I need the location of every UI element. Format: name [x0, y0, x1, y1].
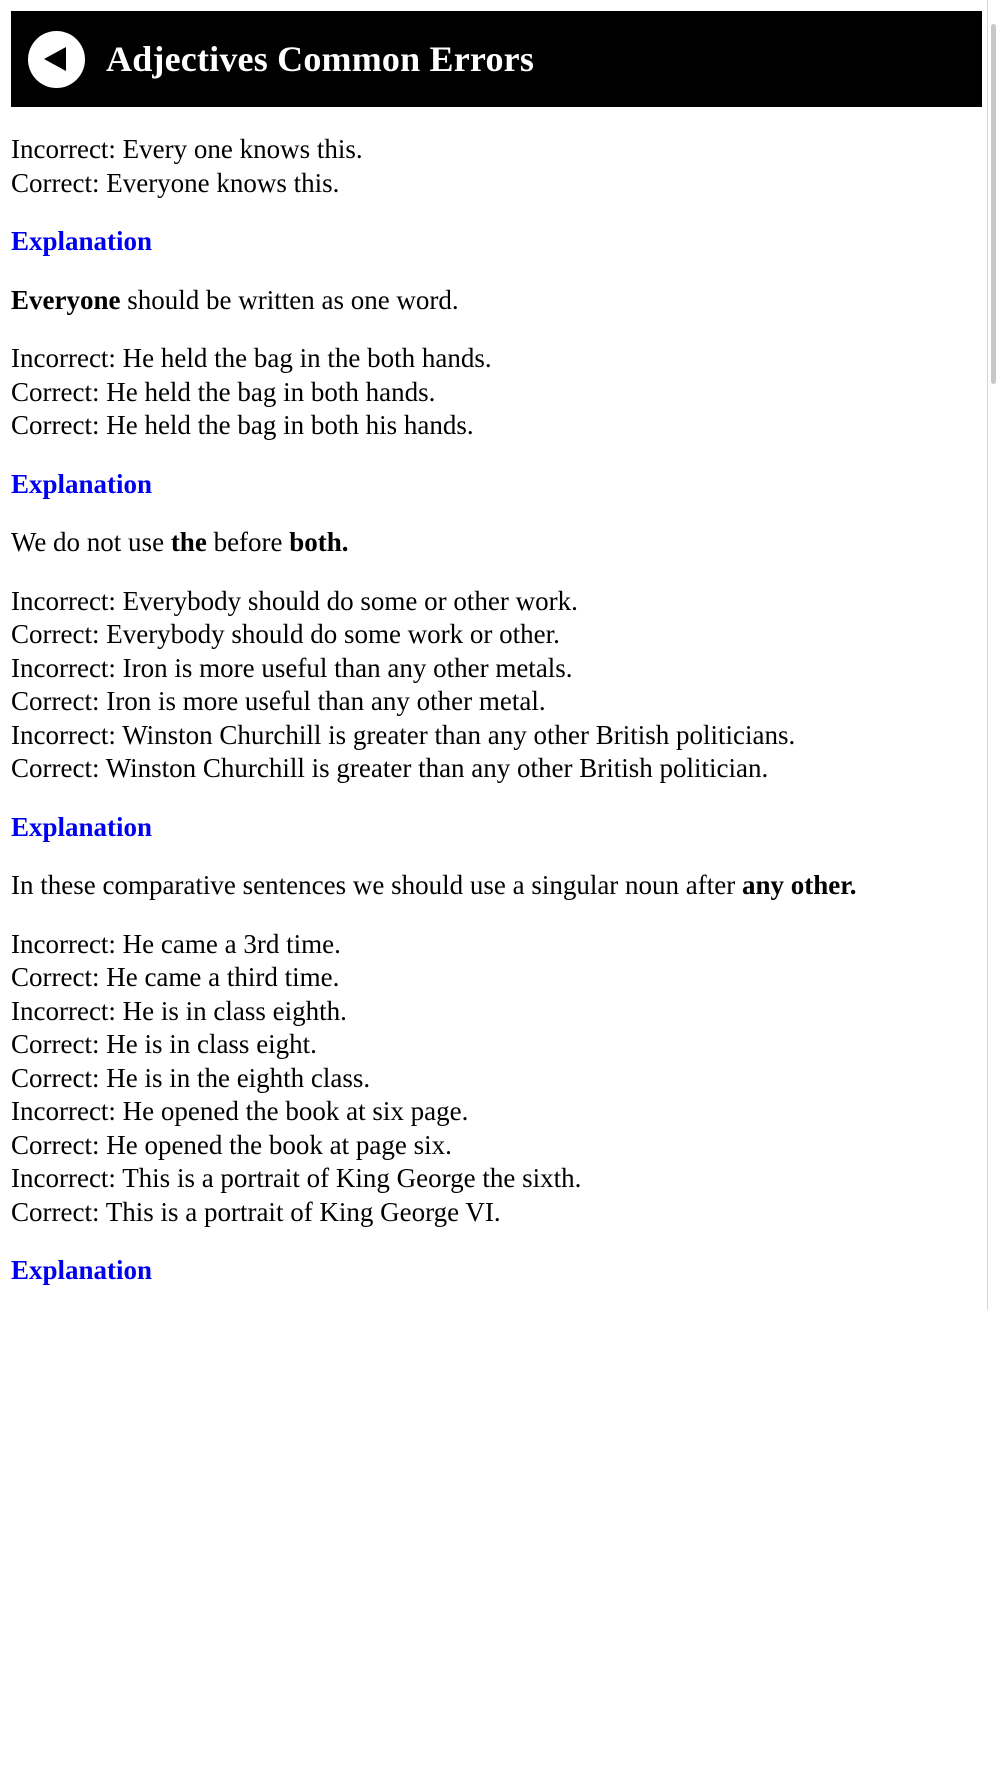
scrollbar[interactable]	[987, 0, 1000, 1310]
example-line: Incorrect: He is in class eighth.	[11, 995, 347, 1026]
example-line: Correct: This is a portrait of King George VI.	[11, 1196, 501, 1227]
explanation-heading: Explanation	[11, 811, 153, 842]
explanation-heading: Explanation	[11, 1255, 153, 1285]
example-line: Correct: He held the bag in both his hands.	[11, 410, 474, 440]
example-line: Incorrect: This is a portrait of King George the sixth.	[11, 1163, 582, 1193]
example-line: Correct: Winston Churchill is greater than any other British politician.	[11, 753, 769, 783]
explanation-heading: Explanation	[11, 468, 153, 499]
emphasis: both.	[289, 527, 349, 557]
back-button[interactable]	[28, 31, 85, 88]
explanation-text: We do not use the before both.	[11, 527, 349, 557]
example-line: Correct: He held the bag in both hands.	[11, 376, 436, 407]
explanation-text: In these comparative sentences we should use a singular noun after any other.	[11, 870, 857, 900]
examples-block-3	[11, 585, 986, 786]
article-body	[11, 133, 986, 1310]
example-line: Correct: Everyone knows this.	[11, 167, 340, 198]
example-line: Correct: He opened the book at page six.	[11, 1129, 452, 1160]
example-line: Incorrect: Winston Churchill is greater than any other British politicians.	[11, 719, 796, 750]
explanation-heading: Explanation	[11, 226, 153, 256]
example-line: Incorrect: Every one knows this.	[11, 134, 363, 164]
example-line: Incorrect: Iron is more useful than any other metals.	[11, 652, 573, 683]
example-line: Correct: Iron is more useful than any other metal.	[11, 686, 546, 716]
page-title: Adjectives Common Errors	[106, 39, 535, 79]
examples-block-4	[11, 928, 986, 1230]
example-line: Incorrect: He came a 3rd time.	[11, 928, 341, 959]
example-line: Correct: He is in class eight.	[11, 1029, 317, 1059]
app-header	[11, 11, 982, 107]
example-line: Correct: Everybody should do some work or other.	[11, 619, 560, 649]
example-line: Incorrect: He opened the book at six page.	[11, 1096, 469, 1126]
example-line: Correct: He came a third time.	[11, 962, 340, 992]
example-line: Incorrect: Everybody should do some or other work.	[11, 585, 578, 616]
back-arrow-icon	[42, 46, 68, 72]
example-line: Correct: He is in the eighth class.	[11, 1062, 371, 1093]
scrollbar-thumb[interactable]	[991, 24, 996, 384]
examples-block-1	[11, 133, 986, 200]
emphasis: the	[170, 527, 207, 557]
emphasis: any other.	[742, 870, 857, 900]
explanation-text: Everyone should be written as one word.	[11, 284, 459, 315]
example-line: Incorrect: He held the bag in the both hands.	[11, 343, 492, 373]
emphasis: Everyone	[11, 284, 121, 315]
examples-block-2	[11, 342, 986, 443]
